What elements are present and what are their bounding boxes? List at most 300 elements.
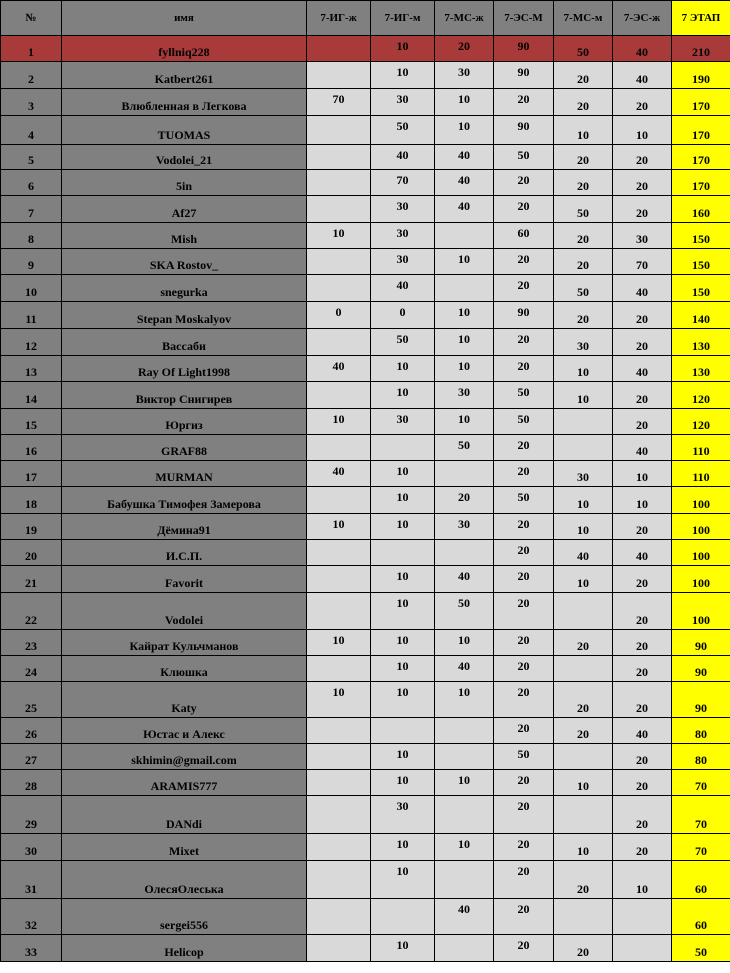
score-cell: 10 xyxy=(371,382,435,409)
score-cell: 20 xyxy=(613,409,672,435)
row-number: 5 xyxy=(1,145,62,170)
score-cell xyxy=(435,540,494,566)
score-cell: 10 xyxy=(371,935,435,962)
score-cell xyxy=(554,744,613,770)
score-cell: 20 xyxy=(494,593,554,630)
score-cell: 10 xyxy=(435,834,494,861)
score-cell xyxy=(307,249,371,275)
score-cell: 10 xyxy=(371,861,435,899)
score-cell: 10 xyxy=(371,744,435,770)
score-cell: 20 xyxy=(554,223,613,249)
score-cell: 20 xyxy=(494,935,554,962)
participant-name: Stepan Moskalyov xyxy=(62,302,307,329)
score-cell: 10 xyxy=(554,487,613,514)
score-cell: 20 xyxy=(494,329,554,356)
score-cell: 40 xyxy=(613,718,672,744)
score-cell xyxy=(307,796,371,834)
score-cell: 20 xyxy=(613,770,672,796)
row-number: 9 xyxy=(1,249,62,275)
score-cell: 20 xyxy=(494,682,554,718)
score-cell: 50 xyxy=(435,593,494,630)
score-cell: 10 xyxy=(613,116,672,145)
participant-name: Бабушка Тимофея Замерова xyxy=(62,487,307,514)
stage-total: 120 xyxy=(672,409,730,435)
header-col-ig-m: 7-ИГ-м xyxy=(371,1,435,36)
score-cell: 40 xyxy=(307,356,371,382)
participant-name: ОлесяОлеська xyxy=(62,861,307,899)
table-row xyxy=(1,89,730,116)
score-cell xyxy=(307,435,371,461)
score-cell: 30 xyxy=(554,461,613,487)
score-cell: 30 xyxy=(371,89,435,116)
score-cell: 20 xyxy=(613,834,672,861)
score-cell: 10 xyxy=(435,630,494,656)
score-cell: 10 xyxy=(435,116,494,145)
row-number: 20 xyxy=(1,540,62,566)
score-cell: 20 xyxy=(613,744,672,770)
score-cell: 40 xyxy=(435,899,494,935)
score-cell xyxy=(307,382,371,409)
table-row xyxy=(1,329,730,356)
row-number: 31 xyxy=(1,861,62,899)
stage-total: 80 xyxy=(672,718,730,744)
row-number: 2 xyxy=(1,62,62,89)
header-row xyxy=(1,1,730,36)
table-row xyxy=(1,796,730,834)
participant-name: fyllniq228 xyxy=(62,36,307,62)
row-number: 26 xyxy=(1,718,62,744)
stage-total: 70 xyxy=(672,796,730,834)
participant-name: Кайрат Кульчманов xyxy=(62,630,307,656)
table-row xyxy=(1,861,730,899)
participant-name: Vodolei xyxy=(62,593,307,630)
score-cell: 40 xyxy=(435,170,494,196)
score-cell: 30 xyxy=(613,223,672,249)
participant-name: Katbert261 xyxy=(62,62,307,89)
participant-name: Vodolei_21 xyxy=(62,145,307,170)
score-cell: 50 xyxy=(435,435,494,461)
score-cell: 0 xyxy=(371,302,435,329)
header-stage-total: 7 ЭТАП xyxy=(672,1,730,36)
score-cell: 10 xyxy=(435,89,494,116)
score-cell: 0 xyxy=(307,302,371,329)
table-row xyxy=(1,145,730,170)
score-cell xyxy=(307,145,371,170)
score-cell: 20 xyxy=(435,487,494,514)
score-cell: 40 xyxy=(613,36,672,62)
stage-total: 50 xyxy=(672,935,730,962)
score-cell: 20 xyxy=(613,796,672,834)
score-cell: 10 xyxy=(371,593,435,630)
score-cell: 20 xyxy=(554,718,613,744)
score-cell: 20 xyxy=(554,62,613,89)
stage-total: 170 xyxy=(672,145,730,170)
score-cell: 10 xyxy=(371,656,435,682)
score-cell: 10 xyxy=(554,382,613,409)
score-cell xyxy=(307,487,371,514)
stage-total: 170 xyxy=(672,116,730,145)
score-cell: 10 xyxy=(371,514,435,540)
score-cell: 40 xyxy=(613,62,672,89)
score-cell: 20 xyxy=(554,249,613,275)
score-cell: 40 xyxy=(371,145,435,170)
score-cell: 10 xyxy=(371,834,435,861)
table-row xyxy=(1,435,730,461)
row-number: 14 xyxy=(1,382,62,409)
score-cell: 20 xyxy=(613,514,672,540)
score-cell xyxy=(307,116,371,145)
score-cell: 10 xyxy=(435,356,494,382)
table-row xyxy=(1,356,730,382)
row-number: 18 xyxy=(1,487,62,514)
score-cell: 20 xyxy=(554,630,613,656)
stage-total: 150 xyxy=(672,275,730,302)
score-cell: 20 xyxy=(613,302,672,329)
participant-name: skhimin@gmail.com xyxy=(62,744,307,770)
participant-name: Af27 xyxy=(62,196,307,223)
stage-total: 60 xyxy=(672,861,730,899)
participant-name: sergei556 xyxy=(62,899,307,935)
participant-name: TUOMAS xyxy=(62,116,307,145)
score-cell xyxy=(435,861,494,899)
score-cell xyxy=(307,170,371,196)
score-cell: 10 xyxy=(307,409,371,435)
score-cell: 40 xyxy=(613,435,672,461)
score-cell: 30 xyxy=(435,62,494,89)
stage-total: 60 xyxy=(672,899,730,935)
score-cell: 10 xyxy=(371,566,435,593)
score-cell: 90 xyxy=(494,62,554,89)
score-cell: 20 xyxy=(613,566,672,593)
participant-name: SKA Rostov_ xyxy=(62,249,307,275)
stage-total: 120 xyxy=(672,382,730,409)
score-cell xyxy=(435,718,494,744)
score-cell: 10 xyxy=(554,356,613,382)
score-cell: 70 xyxy=(307,89,371,116)
score-cell: 10 xyxy=(613,461,672,487)
score-cell: 10 xyxy=(435,329,494,356)
score-cell: 10 xyxy=(554,770,613,796)
score-cell xyxy=(307,834,371,861)
row-number: 24 xyxy=(1,656,62,682)
score-cell: 40 xyxy=(613,540,672,566)
table-body xyxy=(1,36,730,962)
score-cell: 10 xyxy=(371,487,435,514)
row-number: 4 xyxy=(1,116,62,145)
table-row xyxy=(1,223,730,249)
score-cell: 10 xyxy=(307,223,371,249)
row-number: 1 xyxy=(1,36,62,62)
score-cell xyxy=(307,540,371,566)
score-cell: 20 xyxy=(494,796,554,834)
score-cell xyxy=(554,409,613,435)
score-cell xyxy=(435,744,494,770)
score-cell: 10 xyxy=(554,514,613,540)
row-number: 19 xyxy=(1,514,62,540)
table-row xyxy=(1,487,730,514)
score-cell: 40 xyxy=(613,275,672,302)
participant-name: Влюбленная в Легкова xyxy=(62,89,307,116)
score-cell: 20 xyxy=(494,861,554,899)
stage-total: 110 xyxy=(672,435,730,461)
table-row xyxy=(1,566,730,593)
score-cell: 20 xyxy=(494,196,554,223)
score-cell: 20 xyxy=(554,935,613,962)
score-cell: 20 xyxy=(554,89,613,116)
row-number: 25 xyxy=(1,682,62,718)
score-cell xyxy=(554,593,613,630)
participant-name: ARAMIS777 xyxy=(62,770,307,796)
row-number: 17 xyxy=(1,461,62,487)
participant-name: GRAF88 xyxy=(62,435,307,461)
score-cell: 70 xyxy=(371,170,435,196)
score-cell xyxy=(307,36,371,62)
stage-total: 150 xyxy=(672,249,730,275)
score-cell: 20 xyxy=(494,834,554,861)
row-number: 23 xyxy=(1,630,62,656)
score-cell: 90 xyxy=(494,302,554,329)
score-cell: 20 xyxy=(494,540,554,566)
stage-total: 160 xyxy=(672,196,730,223)
header-col-ms-zh: 7-МС-ж xyxy=(435,1,494,36)
score-cell xyxy=(307,744,371,770)
score-cell: 50 xyxy=(494,382,554,409)
score-cell: 10 xyxy=(371,770,435,796)
stage-total: 100 xyxy=(672,566,730,593)
score-cell xyxy=(435,461,494,487)
score-cell: 10 xyxy=(371,36,435,62)
score-cell xyxy=(307,566,371,593)
score-cell: 20 xyxy=(613,329,672,356)
stage-total: 100 xyxy=(672,514,730,540)
row-number: 16 xyxy=(1,435,62,461)
score-cell xyxy=(307,899,371,935)
score-cell: 10 xyxy=(554,116,613,145)
row-number: 11 xyxy=(1,302,62,329)
score-cell: 10 xyxy=(435,302,494,329)
participant-name: snegurka xyxy=(62,275,307,302)
row-number: 7 xyxy=(1,196,62,223)
score-cell: 50 xyxy=(554,196,613,223)
score-cell: 20 xyxy=(613,382,672,409)
stage-total: 80 xyxy=(672,744,730,770)
table-row xyxy=(1,593,730,630)
score-cell: 50 xyxy=(554,36,613,62)
score-cell: 20 xyxy=(613,630,672,656)
participant-name: Юстас и Алекс xyxy=(62,718,307,744)
score-cell xyxy=(435,223,494,249)
table-row xyxy=(1,196,730,223)
score-cell xyxy=(371,435,435,461)
table-row xyxy=(1,718,730,744)
score-cell: 20 xyxy=(554,302,613,329)
stage-total: 70 xyxy=(672,834,730,861)
score-cell: 10 xyxy=(613,861,672,899)
score-cell xyxy=(435,796,494,834)
score-cell: 10 xyxy=(371,356,435,382)
score-cell: 20 xyxy=(613,145,672,170)
score-cell: 20 xyxy=(494,461,554,487)
score-cell xyxy=(307,656,371,682)
participant-name: Дёмина91 xyxy=(62,514,307,540)
score-cell: 50 xyxy=(371,116,435,145)
stage-total: 130 xyxy=(672,329,730,356)
score-cell: 20 xyxy=(494,356,554,382)
score-cell: 10 xyxy=(307,630,371,656)
table-row xyxy=(1,170,730,196)
row-number: 10 xyxy=(1,275,62,302)
table-row xyxy=(1,770,730,796)
table-row xyxy=(1,249,730,275)
table-row xyxy=(1,116,730,145)
table-row xyxy=(1,834,730,861)
row-number: 33 xyxy=(1,935,62,962)
row-number: 6 xyxy=(1,170,62,196)
score-cell: 30 xyxy=(554,329,613,356)
score-cell: 20 xyxy=(494,656,554,682)
score-cell xyxy=(613,935,672,962)
score-cell xyxy=(554,899,613,935)
score-cell: 30 xyxy=(371,409,435,435)
score-cell: 20 xyxy=(494,630,554,656)
score-cell xyxy=(435,275,494,302)
row-number: 13 xyxy=(1,356,62,382)
score-cell: 20 xyxy=(494,249,554,275)
participant-name: Favorit xyxy=(62,566,307,593)
header-col-ig-zh: 7-ИГ-ж xyxy=(307,1,371,36)
table-row xyxy=(1,682,730,718)
participant-name: И.С.П. xyxy=(62,540,307,566)
participant-name: MURMAN xyxy=(62,461,307,487)
table-row xyxy=(1,744,730,770)
table-row xyxy=(1,36,730,62)
table-row xyxy=(1,302,730,329)
table-row xyxy=(1,540,730,566)
score-cell: 60 xyxy=(494,223,554,249)
score-cell: 50 xyxy=(494,487,554,514)
score-cell: 30 xyxy=(371,796,435,834)
score-cell: 40 xyxy=(613,356,672,382)
score-cell: 50 xyxy=(371,329,435,356)
score-cell: 20 xyxy=(494,514,554,540)
score-cell: 40 xyxy=(435,566,494,593)
row-number: 32 xyxy=(1,899,62,935)
score-cell: 90 xyxy=(494,116,554,145)
score-cell: 40 xyxy=(435,196,494,223)
score-cell: 20 xyxy=(494,770,554,796)
table-row xyxy=(1,382,730,409)
score-cell xyxy=(307,593,371,630)
stage-total: 190 xyxy=(672,62,730,89)
table-row xyxy=(1,935,730,962)
participant-name: Mixet xyxy=(62,834,307,861)
stage-total: 210 xyxy=(672,36,730,62)
table-row xyxy=(1,275,730,302)
score-cell: 30 xyxy=(371,223,435,249)
row-number: 27 xyxy=(1,744,62,770)
stage-total: 70 xyxy=(672,770,730,796)
row-number: 15 xyxy=(1,409,62,435)
participant-name: Виктор Снигирев xyxy=(62,382,307,409)
score-cell xyxy=(371,718,435,744)
table-row xyxy=(1,514,730,540)
score-cell: 10 xyxy=(435,409,494,435)
table-row xyxy=(1,62,730,89)
score-cell: 20 xyxy=(554,682,613,718)
stage-total: 100 xyxy=(672,593,730,630)
participant-name: Юргиз xyxy=(62,409,307,435)
score-cell: 20 xyxy=(554,170,613,196)
score-cell xyxy=(613,899,672,935)
score-cell: 30 xyxy=(435,514,494,540)
score-cell xyxy=(435,935,494,962)
score-cell xyxy=(307,770,371,796)
score-cell: 20 xyxy=(494,275,554,302)
score-cell xyxy=(307,62,371,89)
score-cell: 20 xyxy=(613,682,672,718)
header-col-es-zh: 7-ЭС-ж xyxy=(613,1,672,36)
score-cell: 40 xyxy=(554,540,613,566)
score-cell: 20 xyxy=(494,89,554,116)
participant-name: 5in xyxy=(62,170,307,196)
score-cell: 10 xyxy=(371,461,435,487)
score-cell: 20 xyxy=(613,89,672,116)
score-cell: 20 xyxy=(494,566,554,593)
score-cell: 40 xyxy=(435,145,494,170)
score-cell: 20 xyxy=(613,196,672,223)
score-cell: 70 xyxy=(613,249,672,275)
score-cell: 30 xyxy=(435,382,494,409)
score-cell: 10 xyxy=(554,566,613,593)
table-row xyxy=(1,409,730,435)
score-cell: 20 xyxy=(494,718,554,744)
score-cell: 10 xyxy=(613,487,672,514)
row-number: 12 xyxy=(1,329,62,356)
row-number: 30 xyxy=(1,834,62,861)
row-number: 21 xyxy=(1,566,62,593)
row-number: 22 xyxy=(1,593,62,630)
score-cell: 20 xyxy=(494,899,554,935)
stage-total: 130 xyxy=(672,356,730,382)
score-cell xyxy=(371,540,435,566)
score-cell xyxy=(307,861,371,899)
row-number: 28 xyxy=(1,770,62,796)
score-cell: 50 xyxy=(554,275,613,302)
score-cell: 50 xyxy=(494,145,554,170)
score-cell: 40 xyxy=(435,656,494,682)
header-col-es-m: 7-ЭС-М xyxy=(494,1,554,36)
row-number: 8 xyxy=(1,223,62,249)
stage-total: 170 xyxy=(672,89,730,116)
participant-name: Mish xyxy=(62,223,307,249)
participant-name: Katy xyxy=(62,682,307,718)
score-cell: 10 xyxy=(435,249,494,275)
score-cell: 10 xyxy=(371,62,435,89)
participant-name: Вассаби xyxy=(62,329,307,356)
score-cell: 10 xyxy=(307,514,371,540)
score-cell xyxy=(307,935,371,962)
score-cell: 30 xyxy=(371,249,435,275)
table-row xyxy=(1,899,730,935)
participant-name: DANdi xyxy=(62,796,307,834)
participant-name: Helicop xyxy=(62,935,307,962)
stage-total: 90 xyxy=(672,656,730,682)
score-cell xyxy=(307,329,371,356)
table-row xyxy=(1,656,730,682)
score-cell xyxy=(554,796,613,834)
table-row xyxy=(1,630,730,656)
score-cell: 10 xyxy=(371,682,435,718)
